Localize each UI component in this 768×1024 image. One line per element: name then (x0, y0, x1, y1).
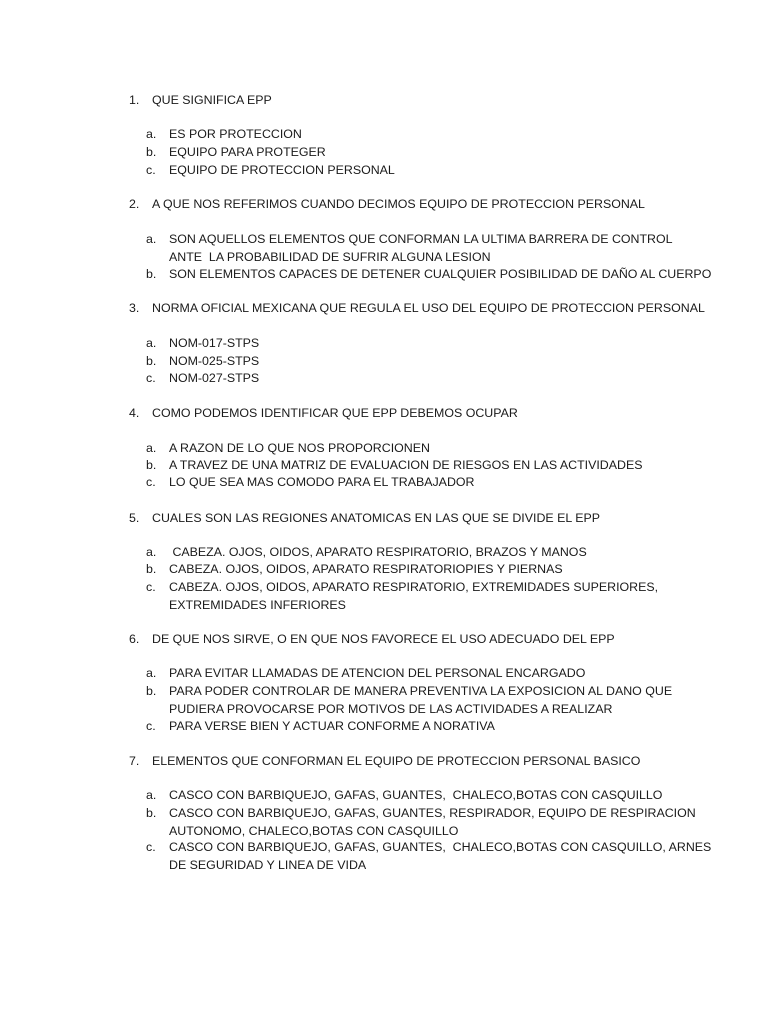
option-letter: a. (146, 545, 157, 559)
option-letter: a. (146, 232, 157, 246)
option-text: EQUIPO DE PROTECCION PERSONAL (169, 163, 395, 177)
option-letter: b. (146, 684, 157, 698)
option-text: NOM-017-STPS (169, 336, 260, 350)
option-text: CABEZA. OJOS, OIDOS, APARATO RESPIRATORIO, EXTREMIDADES SUPERIORES, EXTREMIDADES INFERIORES (169, 580, 659, 612)
option-letter: b. (146, 354, 157, 368)
option-letter: a. (146, 336, 157, 350)
question-text: NORMA OFICIAL MEXICANA QUE REGULA EL USO DEL EQUIPO DE PROTECCION PERSONAL (152, 301, 705, 315)
option-letter: a. (146, 441, 157, 455)
question-text: CUALES SON LAS REGIONES ANATOMICAS EN LAS QUE SE DIVIDE EL EPP (152, 511, 601, 525)
option-text: PARA EVITAR LLAMADAS DE ATENCION DEL PERSONAL ENCARGADO (169, 666, 586, 680)
option-letter: b. (146, 267, 157, 281)
option-text: EQUIPO PARA PROTEGER (169, 145, 326, 159)
option-letter: b. (146, 562, 157, 576)
question-text: DE QUE NOS SIRVE, O EN QUE NOS FAVORECE EL USO ADECUADO DEL EPP (152, 632, 615, 646)
option-letter: a. (146, 666, 157, 680)
question-text: COMO PODEMOS IDENTIFICAR QUE EPP DEBEMOS OCUPAR (152, 406, 518, 420)
question-text: A QUE NOS REFERIMOS CUANDO DECIMOS EQUIPO DE PROTECCION PERSONAL (152, 197, 645, 211)
option-letter: c. (146, 371, 156, 385)
question-number: 2. (129, 197, 140, 211)
question-number: 7. (129, 754, 140, 768)
question-number: 1. (129, 93, 140, 107)
option-letter: c. (146, 719, 156, 733)
option-letter: b. (146, 145, 157, 159)
question-number: 5. (129, 511, 140, 525)
option-text: LO QUE SEA MAS COMODO PARA EL TRABAJADOR (169, 475, 475, 489)
option-text: NOM-025-STPS (169, 354, 260, 368)
option-text: CASCO CON BARBIQUEJO, GAFAS, GUANTES, CHALECO,BOTAS CON CASQUILLO (169, 788, 663, 802)
option-text: A TRAVEZ DE UNA MATRIZ DE EVALUACION DE RIESGOS EN LAS ACTIVIDADES (169, 458, 643, 472)
option-text: CASCO CON BARBIQUEJO, GAFAS, GUANTES, RESPIRADOR, EQUIPO DE RESPIRACION AUTONOMO, CHALECO,BOTAS CON CASQUILLO (169, 806, 696, 838)
option-text: CASCO CON BARBIQUEJO, GAFAS, GUANTES, CHALECO,BOTAS CON CASQUILLO, ARNES DE SEGURIDAD Y LINEA DE VIDA (169, 840, 712, 872)
option-text: CABEZA. OJOS, OIDOS, APARATO RESPIRATORIO, BRAZOS Y MANOS (169, 545, 587, 559)
option-letter: c. (146, 163, 156, 177)
option-letter: a. (146, 127, 157, 141)
option-text: NOM-027-STPS (169, 371, 260, 385)
option-letter: b. (146, 458, 157, 472)
option-text: SON AQUELLOS ELEMENTOS QUE CONFORMAN LA ULTIMA BARRERA DE CONTROL ANTE LA PROBABILIDAD DE SUFRIR ALGUNA LESION (169, 232, 673, 264)
question-text: ELEMENTOS QUE CONFORMAN EL EQUIPO DE PROTECCION PERSONAL BASICO (152, 754, 641, 768)
question-number: 4. (129, 406, 140, 420)
option-text: SON ELEMENTOS CAPACES DE DETENER CUALQUIER POSIBILIDAD DE DAÑO AL CUERPO (169, 267, 712, 281)
option-text: ES POR PROTECCION (169, 127, 302, 141)
option-letter: a. (146, 788, 157, 802)
option-letter: c. (146, 840, 156, 854)
option-text: PARA PODER CONTROLAR DE MANERA PREVENTIVA LA EXPOSICION AL DANO QUE PUDIERA PROVOCARSE POR MOTIVOS DE LAS ACTIVIDADES A REALIZAR (169, 684, 673, 716)
option-letter: c. (146, 580, 156, 594)
option-letter: c. (146, 475, 156, 489)
question-number: 6. (129, 632, 140, 646)
option-text: A RAZON DE LO QUE NOS PROPORCIONEN (169, 441, 430, 455)
question-number: 3. (129, 301, 140, 315)
option-text: CABEZA. OJOS, OIDOS, APARATO RESPIRATORIOPIES Y PIERNAS (169, 562, 563, 576)
option-letter: b. (146, 806, 157, 820)
option-text: PARA VERSE BIEN Y ACTUAR CONFORME A NORATIVA (169, 719, 495, 733)
question-text: QUE SIGNIFICA EPP (152, 93, 272, 107)
